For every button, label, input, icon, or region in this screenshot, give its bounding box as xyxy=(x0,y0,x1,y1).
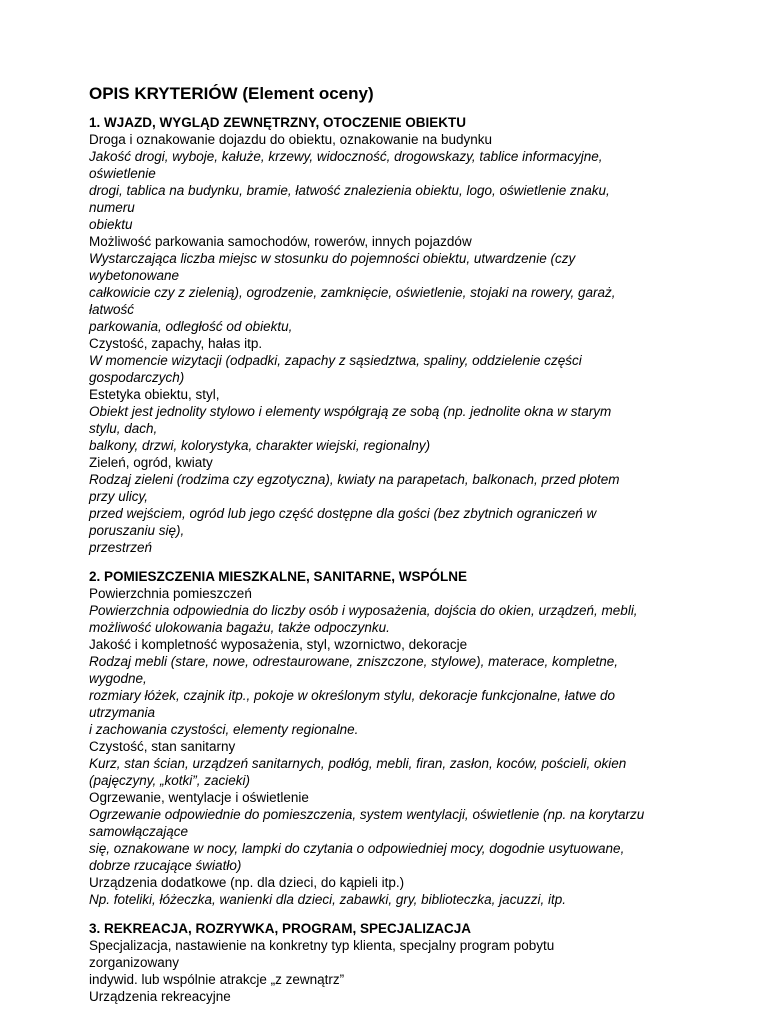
criterion-line: Urządzenia dodatkowe (np. dla dzieci, do kąpieli itp.) xyxy=(89,875,405,890)
description-line: poruszaniu się), xyxy=(89,523,185,538)
description-line: łatwość xyxy=(89,302,135,317)
description-line: balkony, drzwi, kolorystyka, charakter wiejski, regionalny) xyxy=(89,438,431,453)
section-3 xyxy=(89,920,709,1005)
criterion-line: zorganizowany xyxy=(89,955,180,970)
document-title: OPIS KRYTERIÓW (Element oceny) xyxy=(89,84,374,103)
section-heading: 2. POMIESZCZENIA MIESZKALNE, SANITARNE, WSPÓLNE xyxy=(89,569,468,584)
criterion-line: Urządzenia rekreacyjne xyxy=(89,989,231,1004)
criterion-line: Ogrzewanie, wentylacje i oświetlenie xyxy=(89,790,309,805)
description-line: się, oznakowane w nocy, lampki do czytania o odpowiedniej mocy, dogodnie usytuowane, xyxy=(89,841,625,856)
description-line: rozmiary łóżek, czajnik itp., pokoje w określonym stylu, dekoracje funkcjonalne, łatwe do xyxy=(89,688,615,703)
sections-container xyxy=(89,114,709,1005)
criterion-line: indywid. lub wspólnie atrakcje „z zewnątrz” xyxy=(89,972,345,987)
description-line: przy ulicy, xyxy=(89,489,149,504)
description-line: samowłączające xyxy=(89,824,189,839)
description-line: Powierzchnia odpowiednia do liczby osób i wyposażenia, dojścia do okien, urządzeń, mebli, xyxy=(89,603,638,618)
description-line: Ogrzewanie odpowiednie do pomieszczenia, system wentylacji, oświetlenie (np. na korytarzu xyxy=(89,807,645,822)
description-line: gospodarczych) xyxy=(89,370,185,385)
description-line: Rodzaj zieleni (rodzima czy egzotyczna), kwiaty na parapetach, balkonach, przed płotem xyxy=(89,472,620,487)
criterion-line: Specjalizacja, nastawienie na konkretny typ klienta, specjalny program pobytu xyxy=(89,938,555,953)
document-page xyxy=(89,84,709,1017)
section-heading: 3. REKREACJA, ROZRYWKA, PROGRAM, SPECJALIZACJA xyxy=(89,921,472,936)
description-line: parkowania, odległość od obiektu, xyxy=(89,319,293,334)
criterion-line: Możliwość parkowania samochodów, rowerów, innych pojazdów xyxy=(89,234,472,249)
description-line: (pajęczyny, „kotki”, zacieki) xyxy=(89,773,251,788)
description-line: Jakość drogi, wyboje, kałuże, krzewy, widoczność, drogowskazy, tablice informacyjne, xyxy=(89,149,603,164)
description-line: obiektu xyxy=(89,217,133,232)
criterion-line: Jakość i kompletność wyposażenia, styl, wzornictwo, dekoracje xyxy=(89,637,468,652)
criterion-line: Czystość, stan sanitarny xyxy=(89,739,236,754)
description-line: Kurz, stan ścian, urządzeń sanitarnych, podłóg, mebli, firan, zasłon, koców, pościeli, okien xyxy=(89,756,627,771)
description-line: wygodne, xyxy=(89,671,147,686)
criterion-line: Czystość, zapachy, hałas itp. xyxy=(89,336,263,351)
description-line: i zachowania czystości, elementy regionalne. xyxy=(89,722,359,737)
criterion-line: Droga i oznakowanie dojazdu do obiektu, oznakowanie na budynku xyxy=(89,132,493,147)
description-line: przestrzeń xyxy=(89,540,153,555)
criterion-line: Estetyka obiektu, styl, xyxy=(89,387,220,402)
description-line: numeru xyxy=(89,200,135,215)
description-line: możliwość ulokowania bagażu, także odpoczynku. xyxy=(89,620,390,635)
criterion-line: Powierzchnia pomieszczeń xyxy=(89,586,252,601)
description-line: drogi, tablica na budynku, bramie, łatwość znalezienia obiektu, logo, oświetlenie znaku, xyxy=(89,183,610,198)
description-line: Rodzaj mebli (stare, nowe, odrestaurowane, zniszczone, stylowe), materace, kompletne, xyxy=(89,654,618,669)
description-line: oświetlenie xyxy=(89,166,156,181)
description-line: Obiekt jest jednolity stylowo i elementy współgrają ze sobą (np. jednolite okna w starym xyxy=(89,404,612,419)
description-line: dobrze rzucające światło) xyxy=(89,858,242,873)
description-line: W momencie wizytacji (odpadki, zapachy z sąsiedztwa, spaliny, oddzielenie części xyxy=(89,353,582,368)
description-line: całkowicie czy z zielenią), ogrodzenie, zamknięcie, oświetlenie, stojaki na rowery, garaż, xyxy=(89,285,616,300)
description-line: przed wejściem, ogród lub jego część dostępne dla gości (bez zbytnich ograniczeń w xyxy=(89,506,597,521)
description-line: Np. foteliki, łóżeczka, wanienki dla dzieci, zabawki, gry, biblioteczka, jacuzzi, itp. xyxy=(89,892,566,907)
section-2 xyxy=(89,568,709,908)
section-heading: 1. WJAZD, WYGLĄD ZEWNĘTRZNY, OTOCZENIE OBIEKTU xyxy=(89,115,467,130)
description-line: Wystarczająca liczba miejsc w stosunku do pojemności obiektu, utwardzenie (czy xyxy=(89,251,576,266)
description-line: stylu, dach, xyxy=(89,421,158,436)
description-line: utrzymania xyxy=(89,705,156,720)
section-1 xyxy=(89,114,709,556)
criterion-line: Zieleń, ogród, kwiaty xyxy=(89,455,213,470)
description-line: wybetonowane xyxy=(89,268,180,283)
